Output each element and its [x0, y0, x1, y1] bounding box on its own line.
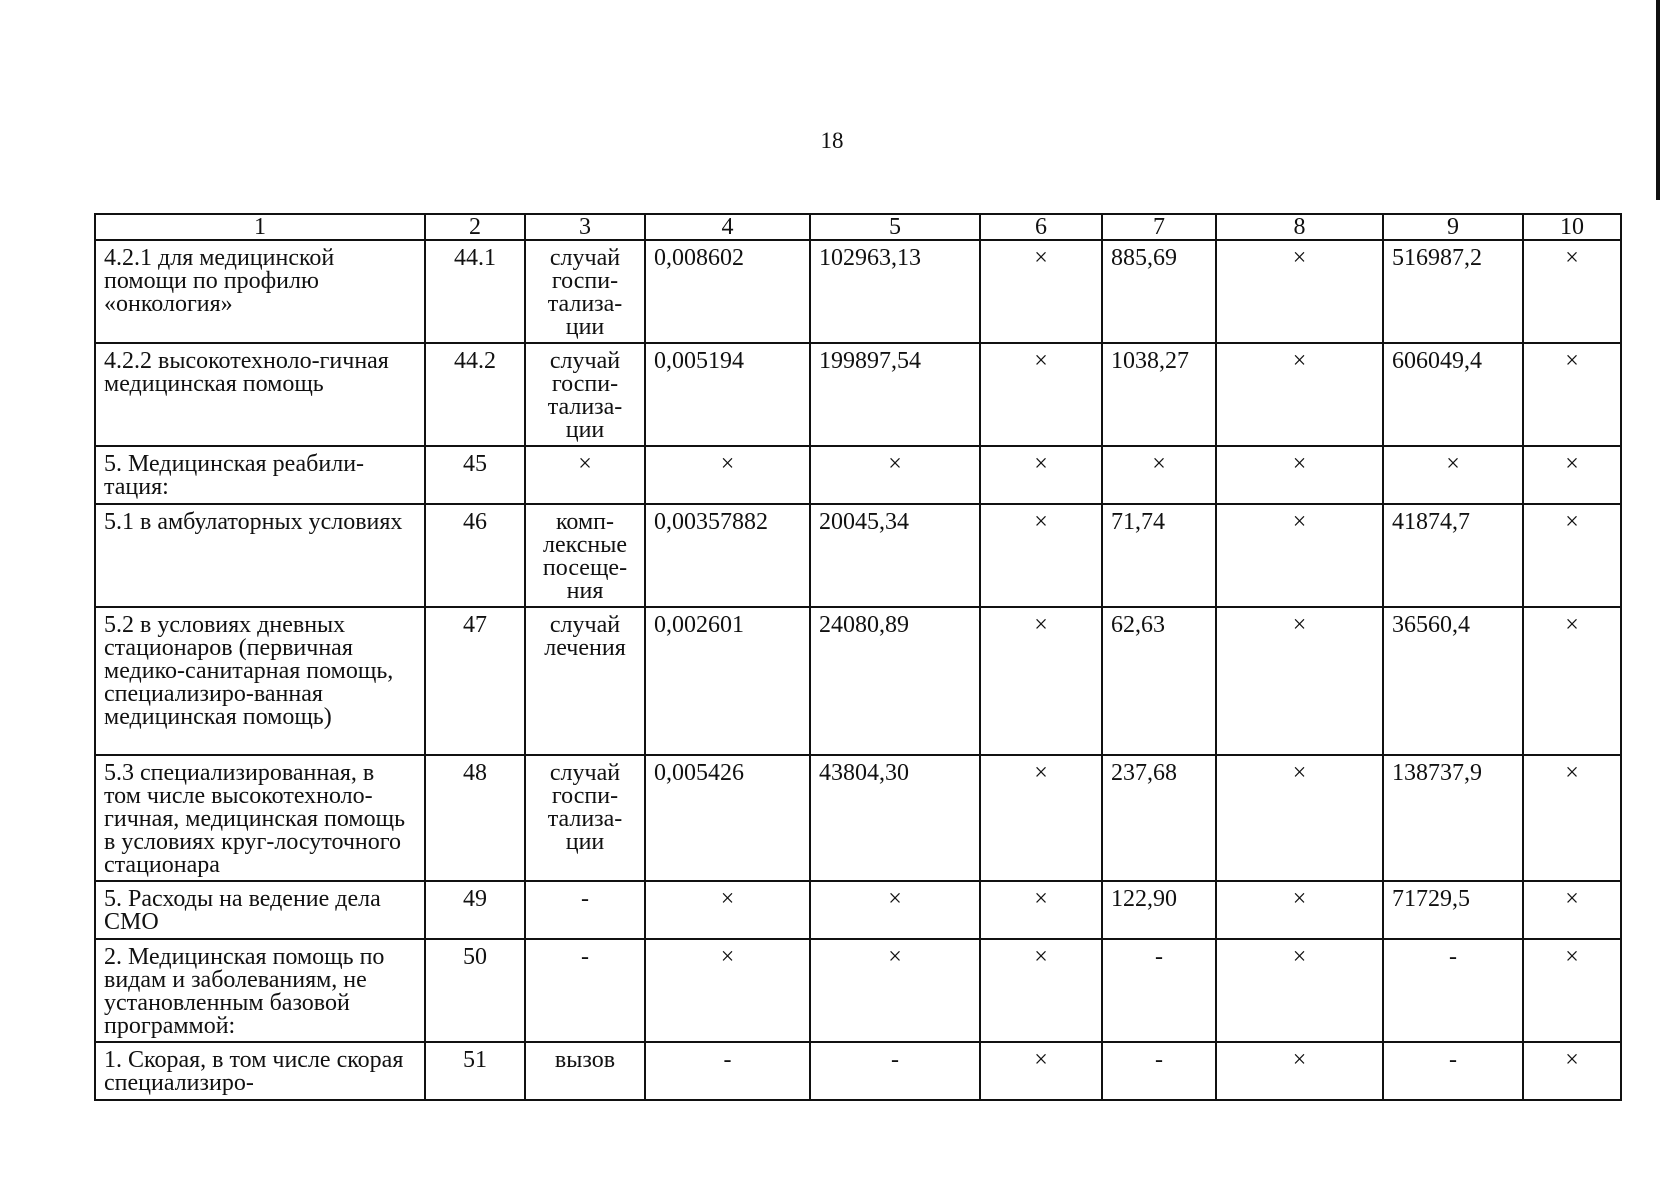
- row-value-5: 20045,34: [810, 504, 980, 607]
- row-value-9: 138737,9: [1383, 755, 1523, 881]
- row-code: 45: [425, 446, 525, 504]
- row-name: 5. Медицинская реабили-тация:: [95, 446, 425, 504]
- row-value-4: 0,002601: [645, 607, 810, 755]
- page-edge-mark: [1656, 0, 1660, 200]
- row-value-10: ×: [1523, 607, 1621, 755]
- row-value-6: ×: [980, 446, 1102, 504]
- row-value-7: 71,74: [1102, 504, 1216, 607]
- table-header-row: [95, 214, 1621, 240]
- column-header: 3: [525, 214, 645, 240]
- row-value-7: ×: [1102, 446, 1216, 504]
- column-header: 6: [980, 214, 1102, 240]
- row-value-10: ×: [1523, 240, 1621, 343]
- row-value-8: ×: [1216, 755, 1383, 881]
- row-value-8: ×: [1216, 881, 1383, 939]
- row-code: 44.2: [425, 343, 525, 446]
- row-value-6: ×: [980, 939, 1102, 1042]
- page-number: 18: [820, 128, 844, 153]
- row-name: 5. Расходы на ведение дела СМО: [95, 881, 425, 939]
- row-value-5: -: [810, 1042, 980, 1100]
- row-name: 5.2 в условиях дневных стационаров (первичная медико-санитарная помощь, специализиро-ванная медицинская помощь): [95, 607, 425, 755]
- row-value-10: ×: [1523, 1042, 1621, 1100]
- row-value-6: ×: [980, 240, 1102, 343]
- column-header: 9: [1383, 214, 1523, 240]
- row-name: 1. Скорая, в том числе скорая специализиро-: [95, 1042, 425, 1100]
- row-value-8: ×: [1216, 240, 1383, 343]
- row-value-8: ×: [1216, 1042, 1383, 1100]
- row-code: 50: [425, 939, 525, 1042]
- row-value-8: ×: [1216, 939, 1383, 1042]
- column-header: 10: [1523, 214, 1621, 240]
- row-value-9: 36560,4: [1383, 607, 1523, 755]
- row-value-9: 41874,7: [1383, 504, 1523, 607]
- row-value-7: -: [1102, 1042, 1216, 1100]
- column-header: 4: [645, 214, 810, 240]
- column-header: 2: [425, 214, 525, 240]
- row-value-7: 885,69: [1102, 240, 1216, 343]
- row-value-5: 43804,30: [810, 755, 980, 881]
- row-unit: вызов: [525, 1042, 645, 1100]
- table-row: [95, 446, 1621, 504]
- row-value-6: ×: [980, 755, 1102, 881]
- row-value-10: ×: [1523, 343, 1621, 446]
- row-value-6: ×: [980, 607, 1102, 755]
- row-code: 49: [425, 881, 525, 939]
- row-unit: -: [525, 881, 645, 939]
- row-unit: -: [525, 939, 645, 1042]
- row-value-5: 199897,54: [810, 343, 980, 446]
- row-code: 48: [425, 755, 525, 881]
- row-value-10: ×: [1523, 446, 1621, 504]
- row-value-8: ×: [1216, 343, 1383, 446]
- row-value-9: ×: [1383, 446, 1523, 504]
- row-value-4: -: [645, 1042, 810, 1100]
- row-value-9: 71729,5: [1383, 881, 1523, 939]
- table-row: [95, 1042, 1621, 1100]
- row-value-5: 102963,13: [810, 240, 980, 343]
- row-value-4: 0,008602: [645, 240, 810, 343]
- row-value-8: ×: [1216, 607, 1383, 755]
- data-table: [94, 213, 1622, 1101]
- table-row: [95, 881, 1621, 939]
- row-value-10: ×: [1523, 755, 1621, 881]
- row-value-4: ×: [645, 881, 810, 939]
- row-value-8: ×: [1216, 504, 1383, 607]
- row-unit: случай госпи-тализа-ции: [525, 343, 645, 446]
- row-value-5: 24080,89: [810, 607, 980, 755]
- row-value-4: 0,00357882: [645, 504, 810, 607]
- table-row: [95, 939, 1621, 1042]
- row-value-7: 122,90: [1102, 881, 1216, 939]
- row-value-7: 237,68: [1102, 755, 1216, 881]
- row-unit: ×: [525, 446, 645, 504]
- row-code: 46: [425, 504, 525, 607]
- row-value-8: ×: [1216, 446, 1383, 504]
- row-value-4: 0,005426: [645, 755, 810, 881]
- row-code: 47: [425, 607, 525, 755]
- row-value-9: 516987,2: [1383, 240, 1523, 343]
- row-value-10: ×: [1523, 881, 1621, 939]
- row-code: 44.1: [425, 240, 525, 343]
- row-value-9: 606049,4: [1383, 343, 1523, 446]
- row-name: 5.1 в амбулаторных условиях: [95, 504, 425, 607]
- row-name: 4.2.2 высокотехноло-гичная медицинская помощь: [95, 343, 425, 446]
- row-code: 51: [425, 1042, 525, 1100]
- row-value-6: ×: [980, 343, 1102, 446]
- row-value-5: ×: [810, 939, 980, 1042]
- row-name: 4.2.1 для медицинской помощи по профилю «онкология»: [95, 240, 425, 343]
- row-unit: случай лечения: [525, 607, 645, 755]
- row-unit: случай госпи-тализа-ции: [525, 240, 645, 343]
- row-value-4: ×: [645, 446, 810, 504]
- row-value-7: 1038,27: [1102, 343, 1216, 446]
- column-header: 8: [1216, 214, 1383, 240]
- row-value-9: -: [1383, 1042, 1523, 1100]
- row-value-6: ×: [980, 1042, 1102, 1100]
- column-header: 1: [95, 214, 425, 240]
- table-row: [95, 240, 1621, 343]
- row-unit: комп-лексные посеще-ния: [525, 504, 645, 607]
- table-row: [95, 343, 1621, 446]
- row-value-4: ×: [645, 939, 810, 1042]
- column-header: 7: [1102, 214, 1216, 240]
- table-row: [95, 504, 1621, 607]
- row-name: 2. Медицинская помощь по видам и заболеваниям, не установленным базовой программой:: [95, 939, 425, 1042]
- row-value-7: -: [1102, 939, 1216, 1042]
- row-value-6: ×: [980, 504, 1102, 607]
- table-row: [95, 607, 1621, 755]
- row-value-6: ×: [980, 881, 1102, 939]
- row-value-10: ×: [1523, 504, 1621, 607]
- table-row: [95, 755, 1621, 881]
- row-value-7: 62,63: [1102, 607, 1216, 755]
- row-value-10: ×: [1523, 939, 1621, 1042]
- row-name: 5.3 специализированная, в том числе высокотехноло-гичная, медицинская помощь в условиях круг-лосуточного стационара: [95, 755, 425, 881]
- row-unit: случай госпи-тализа-ции: [525, 755, 645, 881]
- row-value-5: ×: [810, 446, 980, 504]
- column-header: 5: [810, 214, 980, 240]
- row-value-5: ×: [810, 881, 980, 939]
- row-value-9: -: [1383, 939, 1523, 1042]
- row-value-4: 0,005194: [645, 343, 810, 446]
